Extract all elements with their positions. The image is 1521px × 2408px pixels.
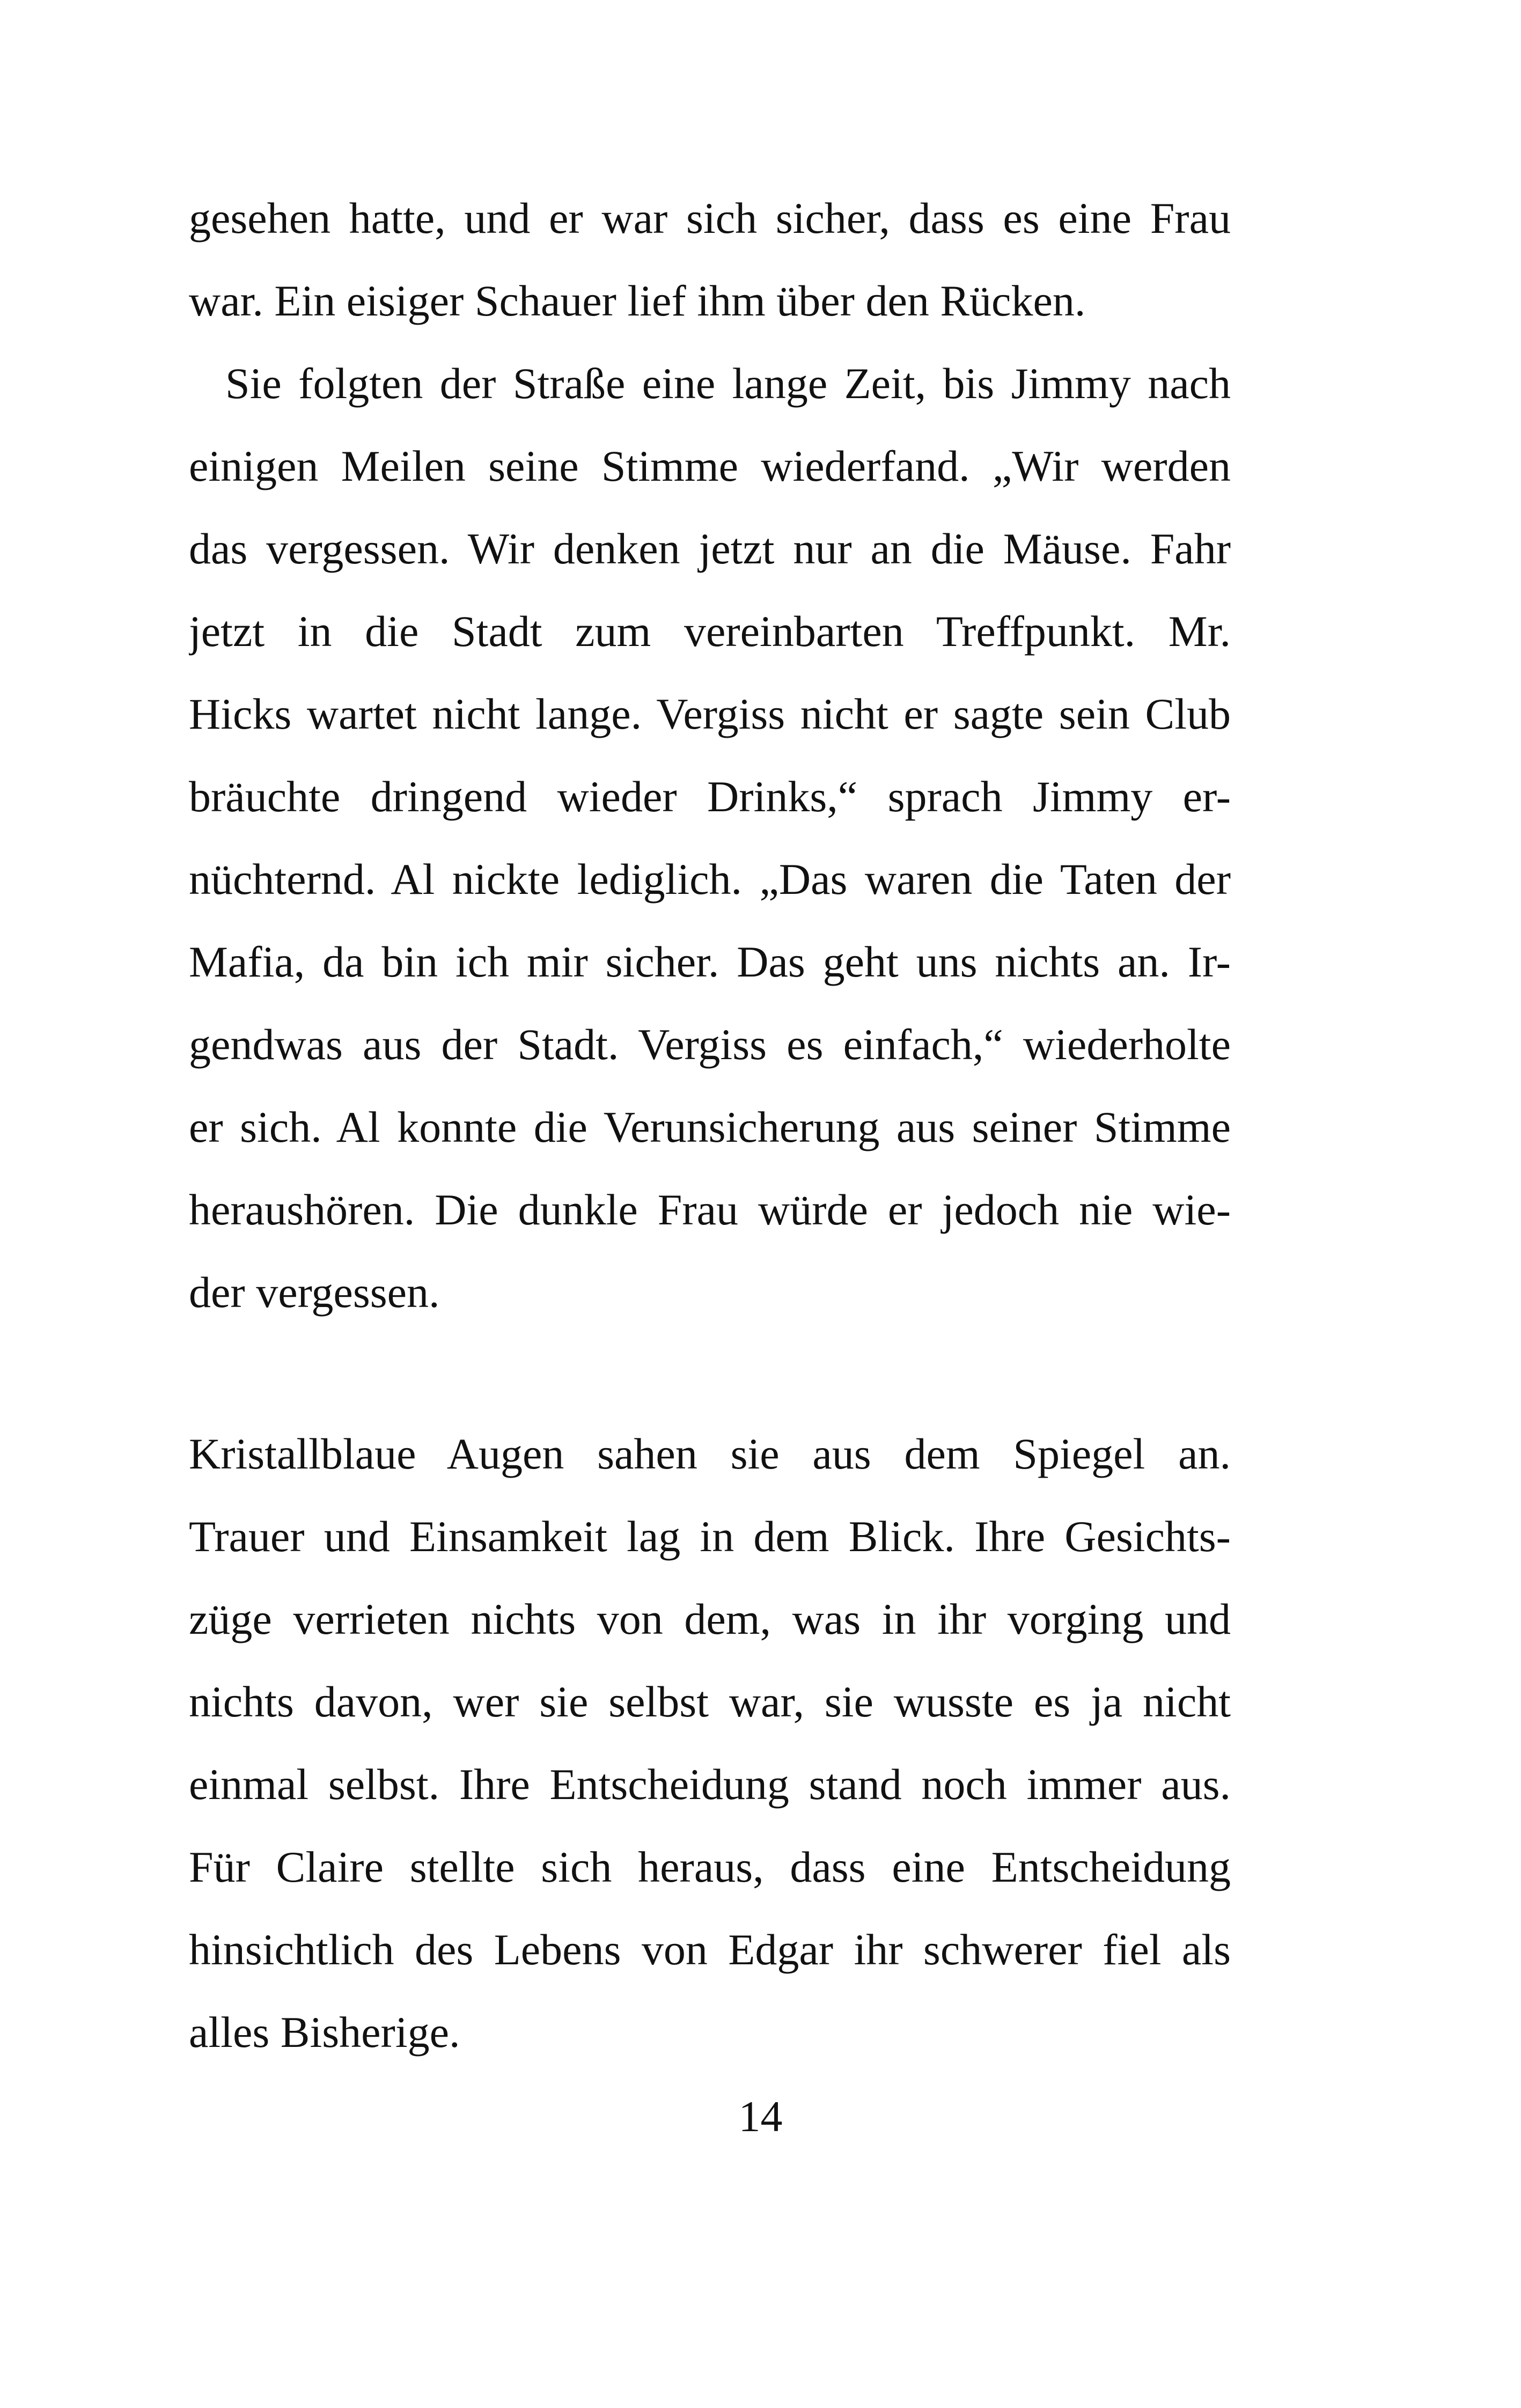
paragraph-2 [189,342,1231,1334]
text-block-upper [189,177,1231,1334]
paragraph-line: bräuchte dringend wieder Drinks,“ sprach Jimmy er- [189,772,1231,821]
paragraph-line: hinsichtlich des Lebens von Edgar ihr schwerer fiel als [189,1925,1231,1974]
paragraph-line: war. Ein eisiger Schauer lief ihm über den Rücken. [189,276,1086,325]
paragraph-line: nichts davon, wer sie selbst war, sie wusste es ja nicht [189,1677,1231,1726]
paragraph-line: jetzt in die Stadt zum vereinbarten Treffpunkt. Mr. [189,607,1231,656]
paragraph-line: er sich. Al konnte die Verunsicherung aus seiner Stimme [189,1103,1231,1151]
paragraph-line: züge verrieten nichts von dem, was in ihr vorging und [189,1595,1231,1643]
paragraph-line: Kristallblaue Augen sahen sie aus dem Spiegel an. [189,1429,1231,1478]
paragraph-line: Mafia, da bin ich mir sicher. Das geht uns nichts an. Ir- [189,937,1231,986]
paragraph-line: gesehen hatte, und er war sich sicher, dass es eine Frau [189,194,1231,243]
paragraph-line: gendwas aus der Stadt. Vergiss es einfach,“ wiederholte [189,1020,1231,1069]
paragraph-line: Für Claire stellte sich heraus, dass eine Entscheidung [189,1842,1231,1891]
paragraph-line: Trauer und Einsamkeit lag in dem Blick. Ihre Gesichts- [189,1512,1231,1561]
paragraph-line: Hicks wartet nicht lange. Vergiss nicht er sagte sein Club [189,689,1231,738]
paragraph-line: heraushören. Die dunkle Frau würde er jedoch nie wie- [189,1185,1231,1234]
paragraph-1 [189,177,1231,342]
paragraph-line: Sie folgten der Straße eine lange Zeit, bis Jimmy nach [225,359,1231,408]
paragraph-line: einmal selbst. Ihre Entscheidung stand noch immer aus. [189,1760,1231,1809]
paragraph-line: nüchternd. Al nickte lediglich. „Das waren die Taten der [189,855,1231,904]
paragraph-line: das vergessen. Wir denken jetzt nur an die Mäuse. Fahr [189,524,1231,573]
page-number: 14 [738,2092,783,2141]
paragraph-line: einigen Meilen seine Stimme wiederfand. „Wir werden [189,442,1231,490]
paragraph-3 [189,1413,1231,2074]
text-block-lower [189,1413,1231,2074]
paragraph-line: alles Bisherige. [189,2008,460,2057]
paragraph-line: der vergessen. [189,1268,440,1317]
